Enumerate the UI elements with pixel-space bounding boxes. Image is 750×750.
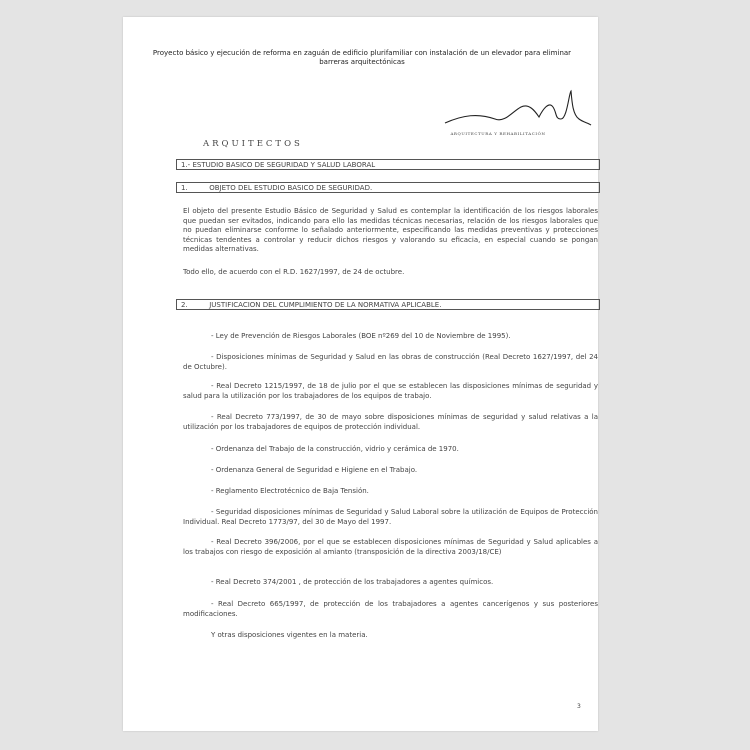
list-item: - Ordenanza General de Seguridad e Higiene en el Trabajo. (211, 466, 418, 474)
section-number: 1.- (181, 161, 191, 169)
section-heading-objeto (176, 182, 600, 193)
firm-logo (443, 89, 593, 141)
section-title: OBJETO DEL ESTUDIO BASICO DE SEGURIDAD. (209, 184, 373, 192)
list-item: - Seguridad disposiciones mínimas de Seguridad y Salud Laboral sobre la utilización de Equipos de Protección Individual. Real Decreto 1773/97, del 30 de Mayo del 1997. (183, 508, 598, 526)
document-page (123, 17, 598, 731)
page-number: 3 (577, 703, 581, 710)
list-item: - Ley de Prevención de Riesgos Laborales (BOE nº269 del 10 de Noviembre de 1995). (211, 332, 511, 340)
section-heading-1 (176, 159, 600, 170)
objeto-reference: Todo ello, de acuerdo con el R.D. 1627/1997, de 24 de octubre. (183, 268, 405, 276)
list-item: - Ordenanza del Trabajo de la construcción, vidrio y cerámica de 1970. (211, 445, 459, 453)
section-number: 1. (181, 184, 188, 192)
objeto-paragraph: El objeto del presente Estudio Básico de Seguridad y Salud es contemplar la identificación de los riesgos laborales que puedan ser evitados, indicando para ello las medidas técnicas necesarias, relación de los riesgos laborales que no puedan eliminarse conforme lo señalado anteriormente, especificando las medidas preventivas y protecciones técnicas tendentes a controlar y reducir dichos riesgos y valorando su eficacia, en especial cuando se pongan medidas alternativas. (183, 207, 598, 254)
list-item: Y otras disposiciones vigentes en la materia. (211, 631, 368, 639)
section-title: JUSTIFICACION DEL CUMPLIMIENTO DE LA NORMATIVA APLICABLE. (209, 301, 442, 309)
logo-caption: ARQUITECTURA Y REHABILITACIÓN (450, 131, 546, 136)
list-item: - Real Decreto 374/2001 , de protección de los trabajadores a agentes químicos. (211, 578, 494, 586)
section-number: 2. (181, 301, 188, 309)
list-item: - Real Decreto 773/1997, de 30 de mayo sobre disposiciones mínimas de seguridad y salud relativas a la utilización por los trabajadores de equipos de protección individual. (183, 413, 598, 431)
project-title: Proyecto básico y ejecución de reforma en zaguán de edificio plurifamiliar con instalación de un elevador para eliminar barreras arquitectónicas (152, 49, 572, 66)
list-item: - Disposiciones mínimas de Seguridad y Salud en las obras de construcción (Real Decreto 1627/1997, del 24 de Octubre). (183, 353, 598, 371)
logo-signature-icon (443, 89, 593, 131)
firm-name: ARQUITECTOS (203, 139, 303, 149)
section-title: ESTUDIO BASICO DE SEGURIDAD Y SALUD LABORAL (192, 161, 376, 169)
list-item: - Real Decreto 1215/1997, de 18 de julio por el que se establecen las disposiciones mínimas de seguridad y salud para la utilización por los trabajadores de los equipos de trabajo. (183, 382, 598, 400)
list-item: - Real Decreto 665/1997, de protección de los trabajadores a agentes cancerígenos y sus posteriores modificaciones. (183, 600, 598, 618)
list-item: - Real Decreto 396/2006, por el que se establecen disposiciones mínimas de Seguridad y Salud aplicables a los trabajos con riesgo de exposición al amianto (transposición de la directiva 2003/18/CE) (183, 538, 598, 556)
section-heading-normativa (176, 299, 600, 310)
list-item: - Reglamento Electrotécnico de Baja Tensión. (211, 487, 369, 495)
